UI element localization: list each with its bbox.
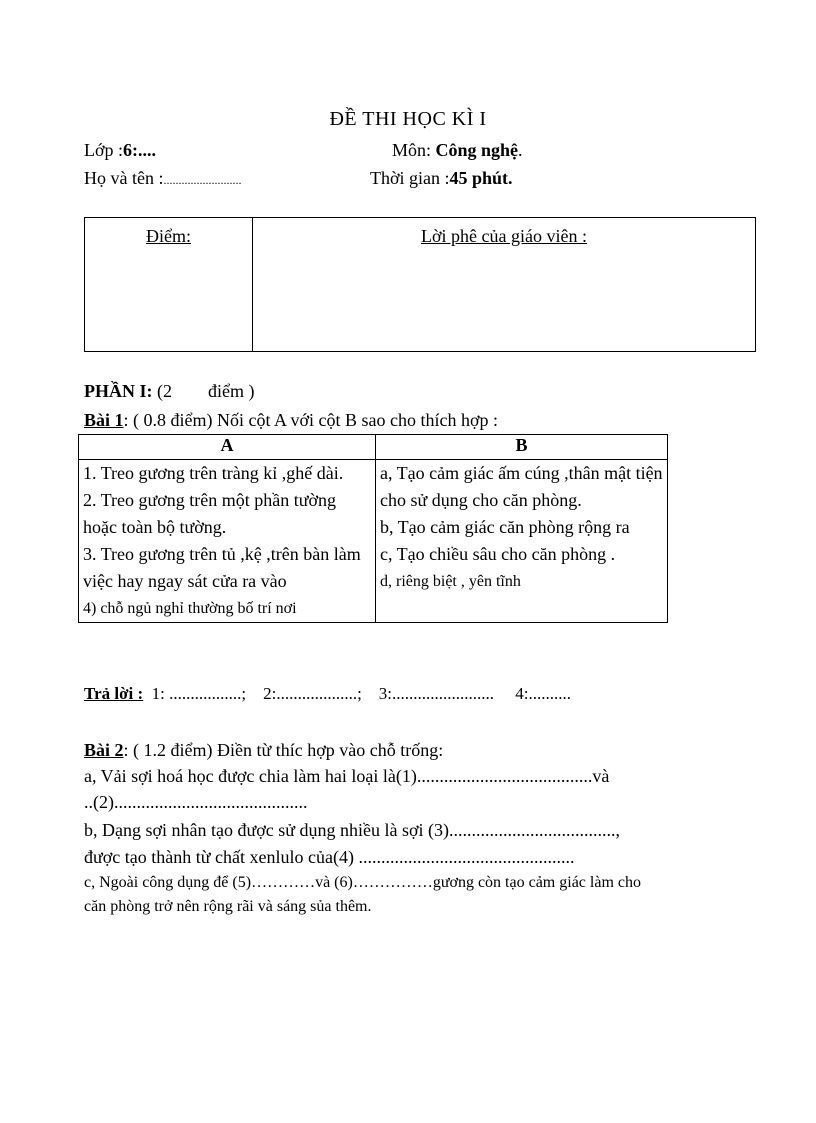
column-a-cell <box>79 460 376 623</box>
column-a-item: 4) chỗ ngủ nghỉ thường bố trí nơi <box>83 600 297 617</box>
column-b-header: B <box>376 435 668 460</box>
column-b-item: b, Tạo cảm giác căn phòng rộng ra <box>380 517 630 537</box>
exercise2-line-a1: a, Vải sợi hoá học được chia làm hai loại là(1).......................................và <box>84 766 610 786</box>
subject-value: Công nghệ <box>435 140 519 160</box>
exercise2-line-b1: b, Dạng sợi nhân tạo được sử dụng nhiều là sợi (3)....................................., <box>84 820 621 840</box>
answer-line <box>84 684 571 704</box>
column-b-cell <box>376 460 668 623</box>
subject-label: Môn: <box>392 140 436 160</box>
column-a-item: 1. Treo gương trên tràng kỉ ,ghế dài. <box>83 463 344 483</box>
table-row <box>79 460 668 623</box>
grade-box <box>84 217 756 352</box>
exercise2-text: : ( 1.2 điểm) Điền từ thíc hợp vào chỗ trống: <box>123 740 444 760</box>
column-a-header: A <box>79 435 376 460</box>
comment-cell <box>253 218 755 351</box>
time-line <box>370 168 513 189</box>
class-line <box>84 140 156 161</box>
part1-points: (2 điểm ) <box>157 381 255 401</box>
exam-title: ĐỀ THI HỌC KÌ I <box>329 108 487 130</box>
column-b-item: a, Tạo cảm giác ấm cúng ,thân mật tiện cho sử dụng cho căn phòng. <box>380 463 663 510</box>
name-label: Họ và tên : <box>84 168 164 188</box>
class-value: 6:.... <box>123 140 157 160</box>
score-label: Điểm: <box>146 226 191 246</box>
comment-label: Lời phê của giáo viên : <box>421 226 587 246</box>
exercise2-line-b2: được tạo thành từ chất xenlulo của(4) ................................................ <box>84 847 575 867</box>
time-value: 45 phút. <box>449 168 513 188</box>
exercise2-line-c1: c, Ngoài công dụng để (5)…………và (6)……………gương còn tạo cảm giác làm cho <box>84 874 641 891</box>
name-dots: .......................... <box>163 173 242 187</box>
exercise2-label: Bài 2 <box>84 740 124 760</box>
exercise2-line <box>84 740 443 761</box>
exercise1-line <box>84 410 498 431</box>
exercise2-line-c2: căn phòng trở nên rộng rãi và sáng sủa thêm. <box>84 898 372 915</box>
exercise1-label: Bài 1 <box>84 410 124 430</box>
subject-line <box>392 140 523 161</box>
answer-label: Trả lời : <box>84 684 144 703</box>
table-header-row <box>79 435 668 460</box>
column-b-item: c, Tạo chiều sâu cho căn phòng . <box>380 544 616 564</box>
column-a-item: 3. Treo gương trên tủ ,kệ ,trên bàn làm việc hay ngay sát cửa ra vào <box>83 544 361 591</box>
score-cell <box>85 218 253 351</box>
column-a-item: 2. Treo gương trên một phần tường hoặc toàn bộ tường. <box>83 490 337 537</box>
matching-table <box>78 434 668 623</box>
exercise2-line-a2: ..(2)........................................... <box>84 792 308 812</box>
name-line <box>84 168 241 189</box>
column-b-item: d, riêng biệt , yên tĩnh <box>380 573 521 590</box>
exercise1-text: : ( 0.8 điểm) Nối cột A với cột B sao cho thích hợp : <box>123 410 499 430</box>
class-label: Lớp : <box>84 140 124 160</box>
time-label: Thời gian : <box>370 168 450 188</box>
subject-end: . <box>518 140 523 160</box>
part1-heading-line <box>84 381 254 402</box>
part1-heading: PHẦN I: <box>84 381 153 401</box>
answer-blanks: 1: .................; 2:...................; 3:........................ 4:.......... <box>143 684 571 703</box>
